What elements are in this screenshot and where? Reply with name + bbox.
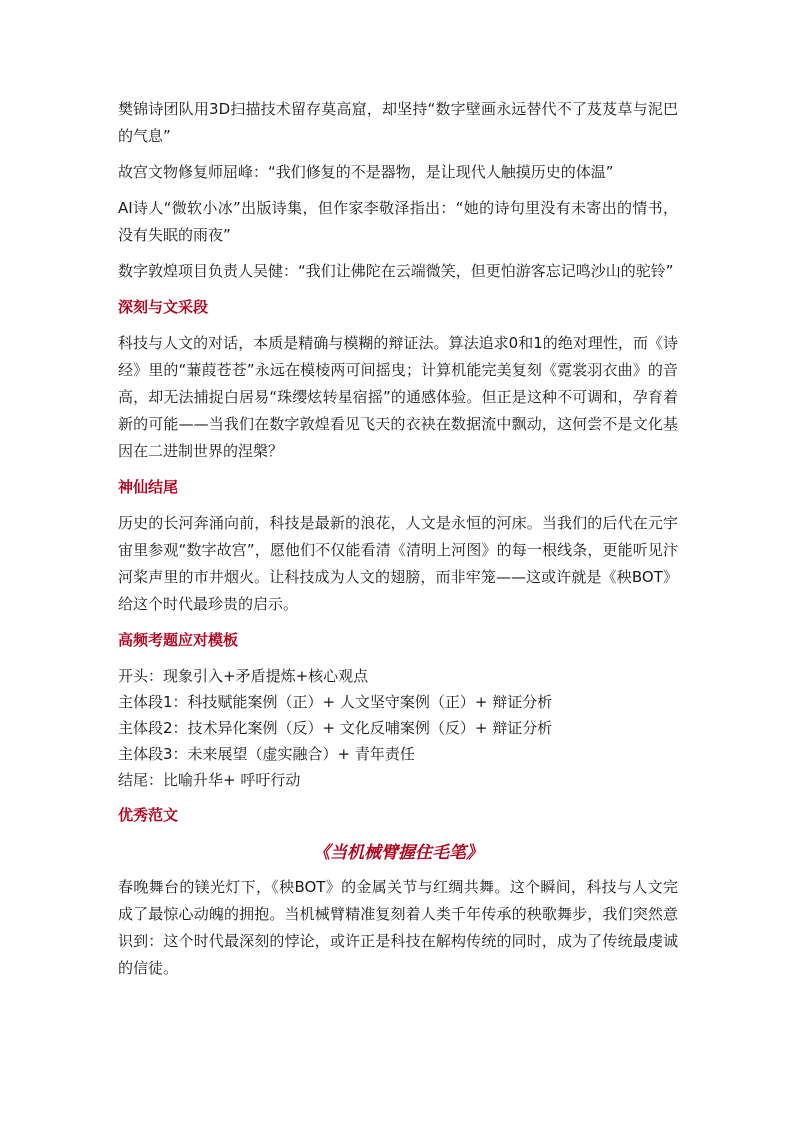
quote-paragraph: AI诗人“微软小冰”出版诗集，但作家李敬泽指出：“她的诗句里没有未寄出的情书，没有失眠的雨夜”: [118, 199, 678, 244]
section-heading-depth: 深刻与文采段: [118, 298, 209, 316]
template-list: [118, 663, 678, 793]
depth-paragraph: 科技与人文的对话，本质是精确与模糊的辩证法。算法追求0和1的绝对理性，而《诗经》里的“蒹葭苍苍”永远在模棱两可间摇曳；计算机能完美复刻《霓裳羽衣曲》的音高，却无法捕捉白居易“珠缨炫转星宿摇”的通感体验。但正是这种不可调和，孕育着新的可能——当我们在数字敦煌看见飞天的衣袂在数据流中飘动，这何尝不是文化基因在二进制世界的涅槃？: [118, 334, 678, 460]
template-line: 主体段1：科技赋能案例（正）+ 人文坚守案例（正）+ 辩证分析: [118, 693, 553, 711]
template-line: 开头：现象引入+矛盾提炼+核心观点: [118, 667, 369, 685]
section-heading-ending: 神仙结尾: [118, 478, 179, 496]
template-line: 结尾：比喻升华+ 呼吁行动: [118, 771, 301, 789]
quote-paragraph: 数字敦煌项目负责人吴健：“我们让佛陀在云端微笑，但更怕游客忘记鸣沙山的驼铃”: [118, 262, 674, 280]
document-page: [118, 96, 678, 991]
section-heading-essay: 优秀范文: [118, 806, 179, 824]
template-line: 主体段2：技术异化案例（反）+ 文化反哺案例（反）+ 辩证分析: [118, 719, 553, 737]
section-heading-template: 高频考题应对模板: [118, 631, 239, 649]
quote-paragraph: 樊锦诗团队用3D扫描技术留存莫高窟，却坚持“数字壁画永远替代不了芨芨草与泥巴的气息”: [118, 100, 678, 145]
essay-title: 《当机械臂握住毛笔》: [313, 843, 483, 863]
quote-paragraph: 故宫文物修复师屈峰：“我们修复的不是器物，是让现代人触摸历史的体温”: [118, 163, 614, 181]
template-line: 主体段3：未来展望（虚实融合）+ 青年责任: [118, 745, 415, 763]
ending-paragraph: 历史的长河奔涌向前，科技是最新的浪花，人文是永恒的河床。当我们的后代在元宇宙里参观“数字故宫”，愿他们不仅能看清《清明上河图》的每一根线条，更能听见汴河桨声里的市井烟火。让科技成为人文的翅膀，而非牢笼——这或许就是《秧BOT》给这个时代最珍贵的启示。: [118, 514, 678, 613]
essay-paragraph: 春晚舞台的镁光灯下，《秧BOT》的金属关节与红绸共舞。这个瞬间，科技与人文完成了最惊心动魄的拥抱。当机械臂精准复刻着人类千年传承的秧歌舞步，我们突然意识到：这个时代最深刻的悖论，或许正是科技在解构传统的同时，成为了传统最虔诚的信徒。: [118, 878, 678, 977]
